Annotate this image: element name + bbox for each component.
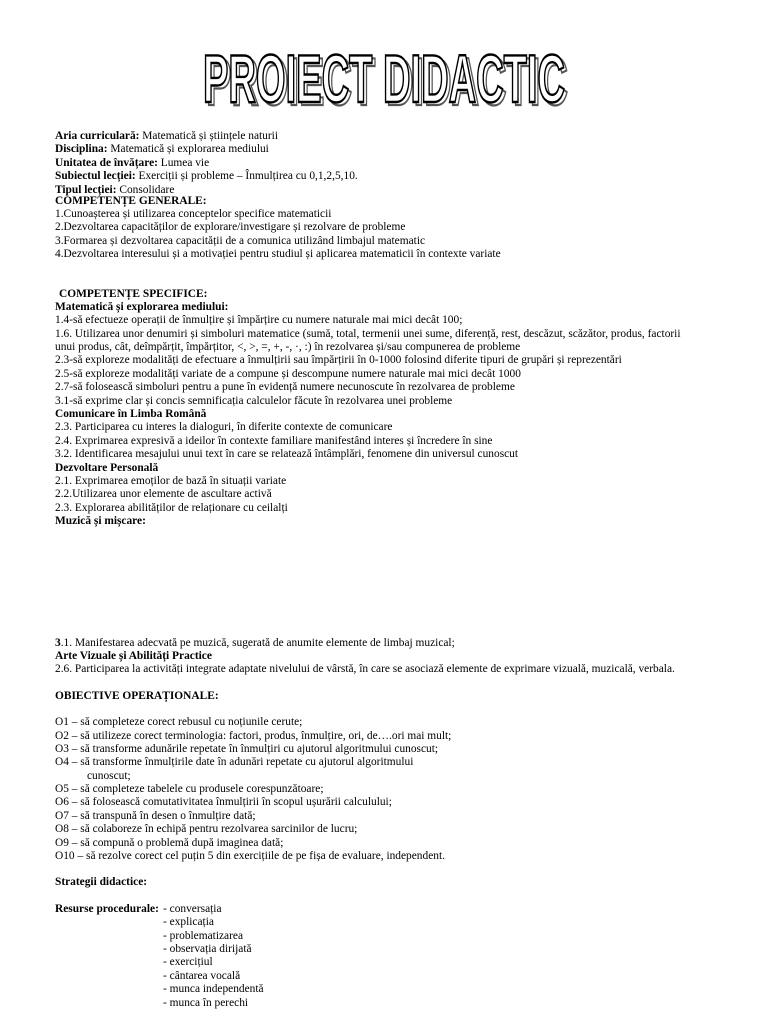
- dp-item: 2.3. Explorarea abilităților de relaționare cu ceilalți: [55, 501, 288, 514]
- objective-o8: O8 – să colaboreze în echipă pentru rezolvarea sarcinilor de lucru;: [55, 823, 358, 836]
- cs-item: 3.1-să exprime clar și concis semnificația calculelor făcute în rezolvarea unei probleme: [55, 394, 453, 407]
- cs-item: 2.7-să folosească simboluri pentru a pune în evidență numere necunoscute în rezolvarea de probleme: [55, 381, 515, 394]
- obiective-heading: OBIECTIVE OPERAȚIONALE:: [55, 689, 219, 702]
- subiectul-value: Exerciții și probleme – Înmulțirea cu 0,1,2,5,10.: [135, 170, 358, 183]
- cg-item: 3.Formarea și dezvoltarea capacității de a comunica utilizând limbajul matematic: [55, 234, 426, 247]
- dp-item: 2.1. Exprimarea emoților de bază în situații variate: [55, 474, 287, 487]
- cg-item: 4.Dezvoltarea interesului și a motivației pentru studiul și aplicarea matematicii în contexte variate: [55, 248, 501, 261]
- dp-item: 2.2.Utilizarea unor elemente de ascultare activă: [55, 488, 272, 501]
- disciplina: [55, 143, 755, 156]
- resurse-item: - explicația: [163, 916, 214, 929]
- avap-item: 2.6. Participarea la activități integrate adaptate nivelului de vârstă, în care se asociază elemente de exprimare vizuală, muzicală, verbala.: [55, 663, 675, 676]
- tipul: [55, 184, 755, 195]
- aria-label: Aria curriculară:: [55, 130, 140, 142]
- competente-specifice-heading: COMPETENȚE SPECIFICE:: [59, 287, 208, 300]
- mm-item-number: 3: [55, 636, 61, 649]
- cs-item: 1.6. Utilizarea unor denumiri și simboluri matematice (sumă, total, termenii unei sume, diferență, rest, descăzut, scăzător, produs, factorii: [55, 327, 681, 340]
- objective-o6: O6 – să folosească comutativitatea înmulțirii în scopul ușurării calculului;: [55, 796, 392, 809]
- objective-o7: O7 – să transpună în desen o înmulțire dată;: [55, 809, 256, 822]
- objective-o2: O2 – să utilizeze corect terminologia: factori, produs, înmulțire, ori, de….ori mai mult;: [55, 729, 452, 742]
- clr-item: 3.2. Identificarea mesajului unui text în care se relatează întâmplări, fenomene din universul cunoscut: [55, 448, 519, 461]
- objective-o4: O4 – să transforme înmulțirile date în adunări repetate cu ajutorul algoritmului: [55, 756, 414, 769]
- competente-generale-heading: COMPETENȚE GENERALE:: [55, 194, 207, 207]
- unitatea: [55, 157, 755, 170]
- cs-item: unui produs, cât, deîmpărțit, împărțitor, <, >, =, +, -, ·, :) în rezolvarea și/sau compunerea de probleme: [55, 341, 521, 354]
- objective-o4-cont: cunoscut;: [87, 769, 131, 782]
- objective-o10: O10 – să rezolve corect cel puțin 5 din exercițiile de pe fișa de evaluare, independent.: [55, 850, 445, 863]
- mm-heading: Muzică și mișcare:: [55, 515, 146, 528]
- cs-item: 2.5-să exploreze modalități variate de a compune și descompune numere naturale mai mici decât 1000: [55, 367, 521, 380]
- resurse-label: Resurse procedurale:: [55, 902, 159, 915]
- disciplina-value: Matematică și explorarea mediului: [107, 143, 269, 156]
- unitatea-value: Lumea vie: [157, 156, 210, 169]
- subiectul: [55, 170, 755, 183]
- cg-item: 2.Dezvoltarea capacităților de explorare/investigare și rezolvare de probleme: [55, 221, 406, 234]
- mm-item: [55, 637, 755, 650]
- title-shadow: PROIECT DIDACTIC: [206, 44, 568, 120]
- aria-curriculara: [55, 130, 755, 143]
- tipul-value: Consolidare: [116, 183, 175, 196]
- title-text: PROIECT DIDACTIC: [203, 41, 565, 117]
- document-body: [55, 130, 755, 1010]
- resurse-item: - munca independentă: [163, 983, 264, 996]
- title-wordart: [0, 40, 768, 120]
- cs-item: 1.4-să efectueze operații de înmulțire și împărțire cu numere naturale mai mici decât 100;: [55, 314, 463, 327]
- resurse-item: - cântarea vocală: [163, 969, 241, 982]
- objective-o1: O1 – să completeze corect rebusul cu noțiunile cerute;: [55, 716, 303, 729]
- resurse-item: - munca în perechi: [163, 996, 249, 1009]
- disciplina-label: Disciplina:: [55, 143, 108, 156]
- objective-o3: O3 – să transforme adunările repetate în înmulțiri cu ajutorul algoritmului cunoscut;: [55, 742, 439, 755]
- cs-item: 2.3-să exploreze modalități de efectuare a înmulțirii sau împărțirii în 0-1000 folosind diferite tipuri de grupări și reprezentări: [55, 354, 622, 367]
- subiectul-label: Subiectul lecției:: [55, 170, 136, 183]
- clr-heading: Comunicare în Limba Română: [55, 408, 207, 421]
- tipul-label: Tipul lecției:: [55, 183, 117, 196]
- resurse-item: - exercițiul: [163, 956, 213, 969]
- objective-o9: O9 – să compună o problemă după imaginea dată;: [55, 836, 284, 849]
- strategii-heading: Strategii didactice:: [55, 876, 148, 889]
- clr-item: 2.3. Participarea cu interes la dialoguri, în diferite contexte de comunicare: [55, 421, 393, 434]
- cg-item: 1.Cunoașterea și utilizarea conceptelor specifice matematicii: [55, 207, 332, 220]
- resurse-procedurale: [55, 903, 755, 1010]
- resurse-item: - conversația: [163, 902, 222, 915]
- resurse-list: [163, 903, 264, 1010]
- resurse-item: - observația dirijată: [163, 942, 252, 955]
- document-title: [0, 40, 768, 120]
- mm-item-text: .1. Manifestarea adecvată pe muzică, sugerată de anumite elemente de limbaj muzical;: [60, 636, 455, 649]
- dp-heading: Dezvoltare Personală: [55, 461, 159, 474]
- objective-o5: O5 – să completeze tabelele cu produsele corespunzătoare;: [55, 783, 324, 796]
- resurse-item: - problematizarea: [163, 929, 244, 942]
- clr-item: 2.4. Exprimarea expresivă a ideilor în contexte familiare manifestând interes și încredere în sine: [55, 434, 493, 447]
- mem-heading: Matematică și explorarea mediului:: [55, 300, 229, 313]
- aria-value: Matematică și științele naturii: [139, 130, 278, 142]
- avap-heading: Arte Vizuale și Abilități Practice: [55, 649, 212, 662]
- unitatea-label: Unitatea de învățare:: [55, 156, 158, 169]
